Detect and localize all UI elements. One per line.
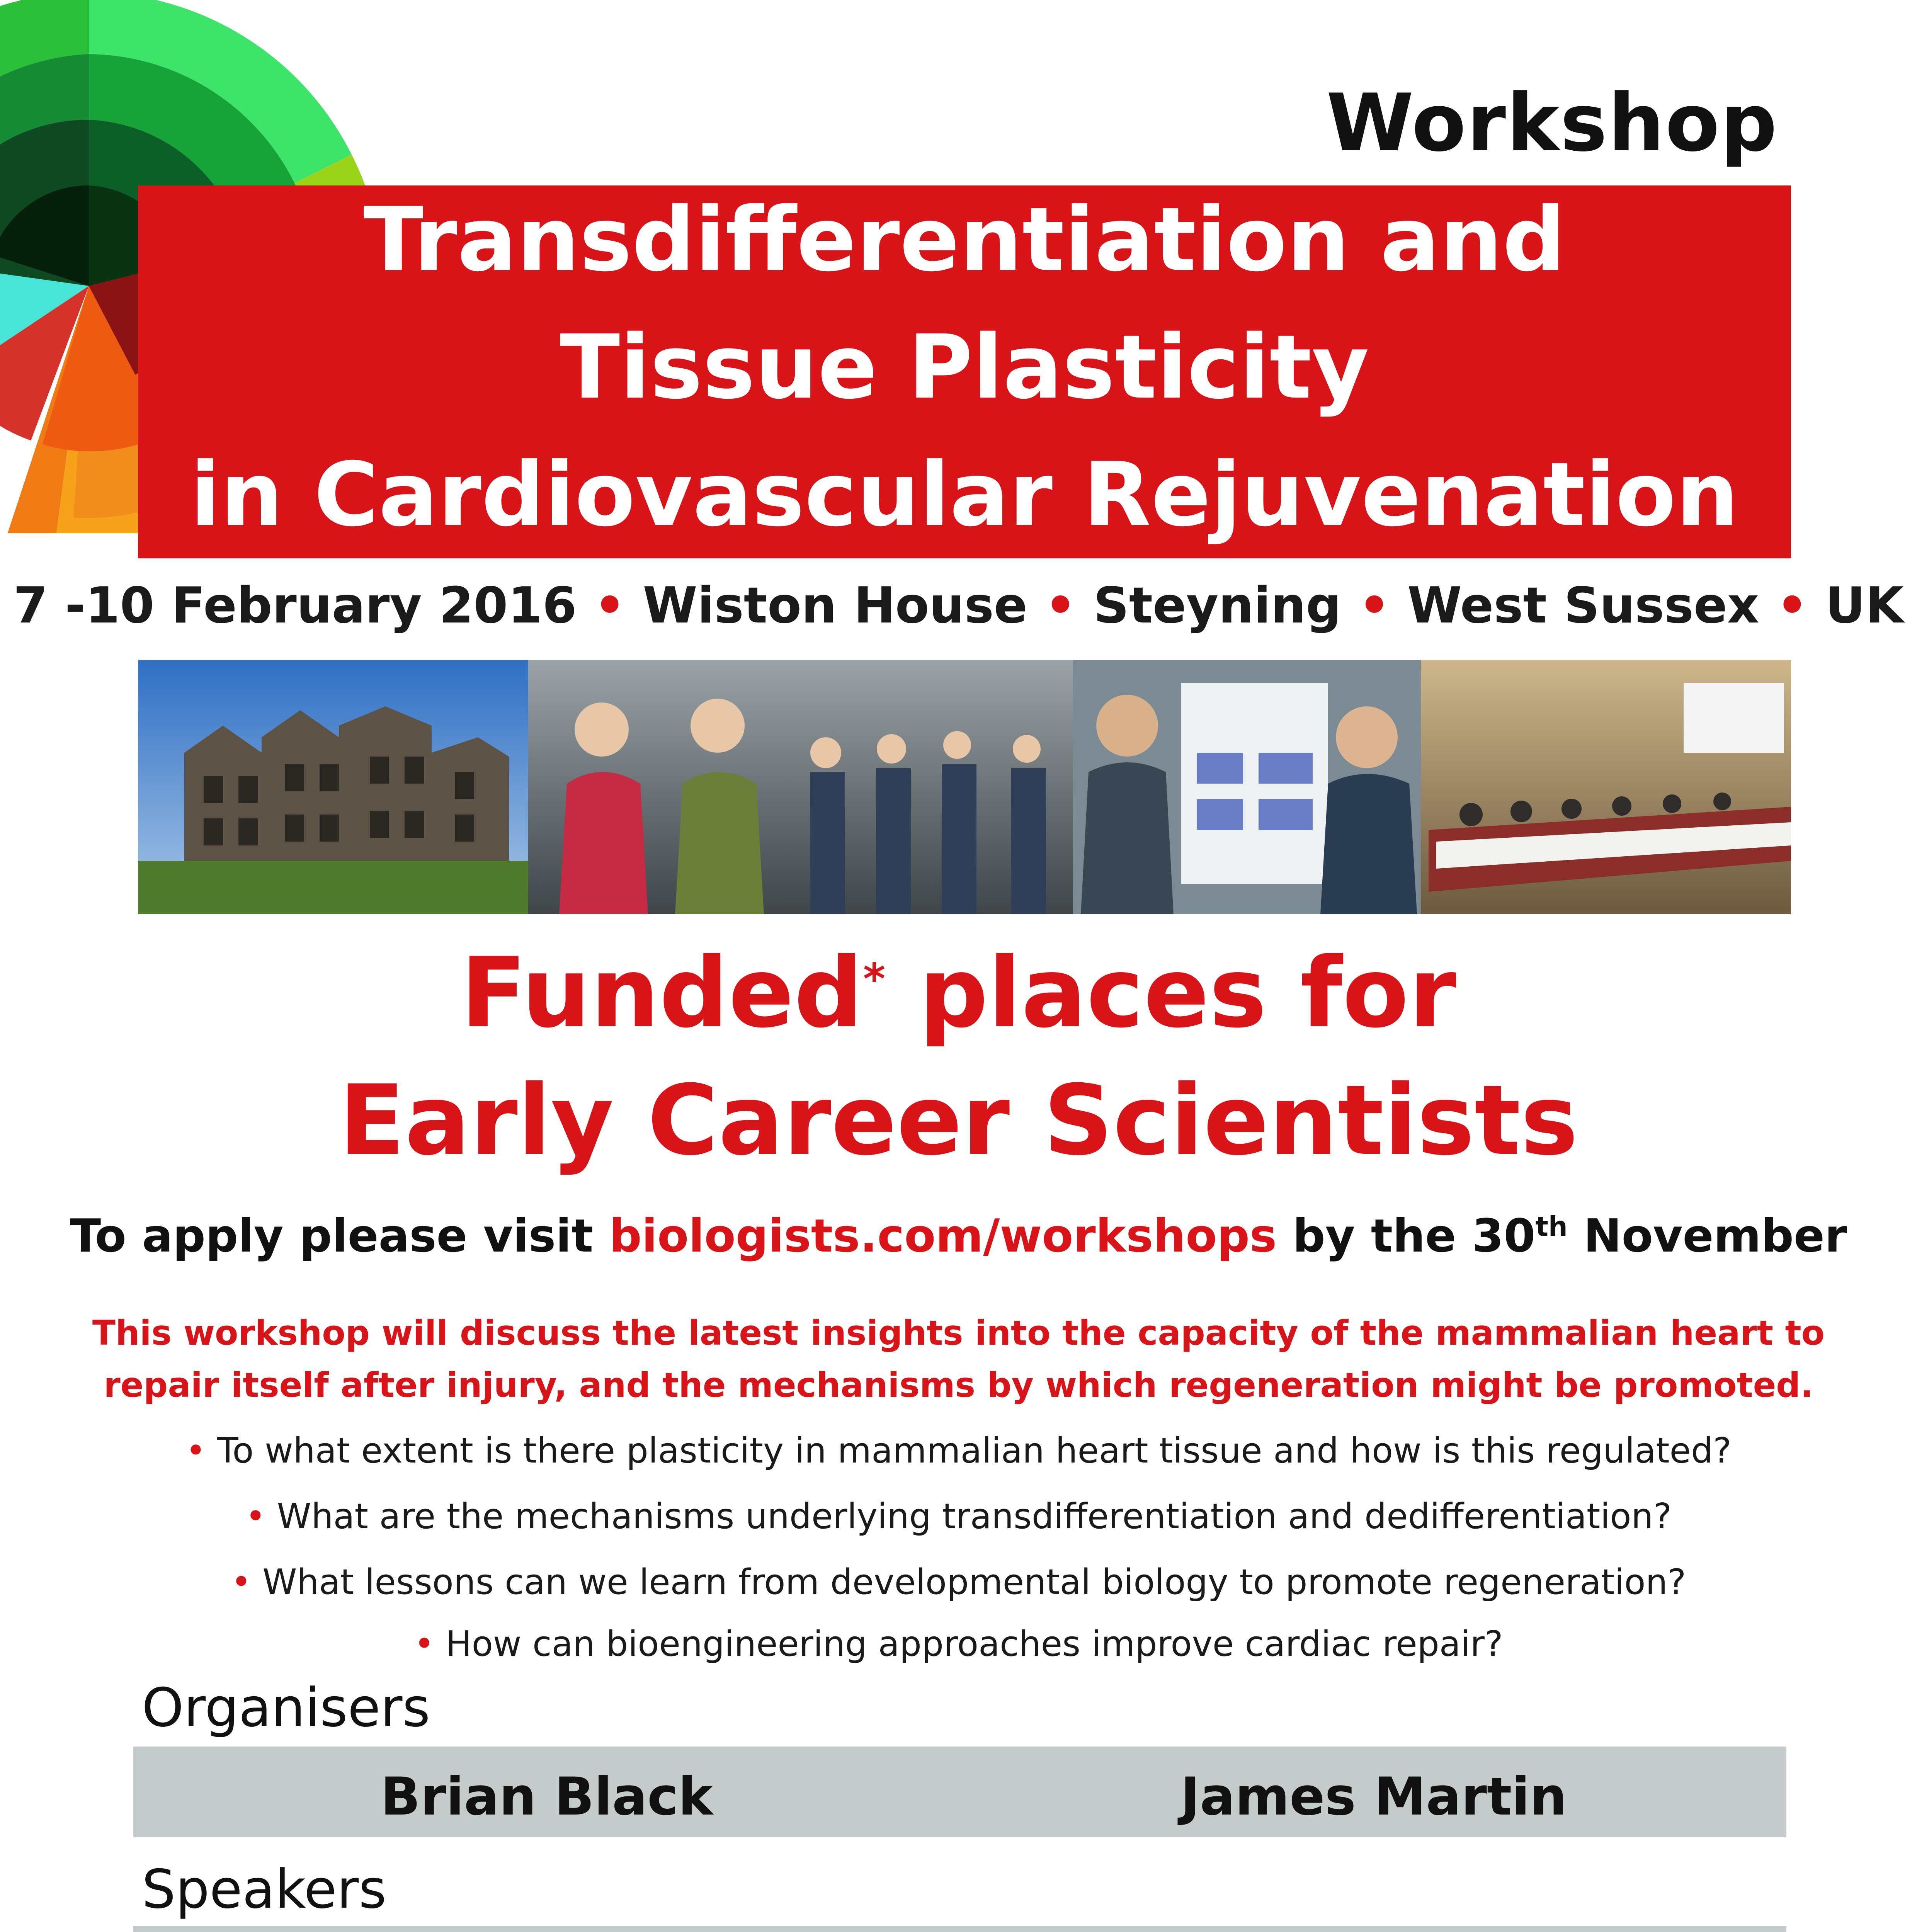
bullet-icon: • xyxy=(245,1496,266,1537)
question-text: What lessons can we learn from developmental biology to promote regeneration? xyxy=(262,1562,1686,1602)
workshop-label: Workshop xyxy=(1326,77,1778,169)
apply-prefix: To apply please visit xyxy=(70,1209,609,1262)
photo-collage xyxy=(138,660,1791,914)
intro-line-1: This workshop will discuss the latest insights into the capacity of the mammalian heart to xyxy=(92,1313,1825,1353)
bullet-icon: • xyxy=(185,1430,206,1471)
bullet-icon: • xyxy=(231,1562,252,1602)
photo-collage-image xyxy=(138,660,1791,914)
title-line-2: Tissue Plasticity xyxy=(560,316,1369,418)
apply-suffix: th xyxy=(1535,1211,1568,1243)
asterisk-mark: * xyxy=(863,954,886,1004)
title-line-3: in Cardiovascular Rejuvenation xyxy=(190,443,1739,546)
question-item xyxy=(0,1553,1917,1611)
funded-word: Funded xyxy=(460,937,863,1049)
organiser-name: James Martin xyxy=(1180,1766,1567,1827)
funded-heading-line-2: Early Career Scientists xyxy=(338,1064,1579,1177)
separator-dot: • xyxy=(1044,577,1077,634)
speakers-heading: Speakers xyxy=(142,1858,387,1920)
apply-link[interactable]: biologists.com/workshops xyxy=(609,1209,1277,1262)
apply-instructions xyxy=(0,1201,1917,1270)
organiser-name: Brian Black xyxy=(380,1766,713,1827)
separator-dot: • xyxy=(594,577,626,634)
question-text: How can bioengineering approaches improve cardiac repair? xyxy=(446,1624,1503,1664)
funded-rest: places for xyxy=(885,937,1457,1049)
event-town: Steyning xyxy=(1093,577,1342,634)
event-country: UK xyxy=(1825,577,1904,634)
event-venue: Wiston House xyxy=(643,577,1027,634)
separator-dot: • xyxy=(1358,577,1390,634)
question-item xyxy=(0,1615,1917,1673)
funded-heading-line-1 xyxy=(0,935,1917,1051)
question-text: To what extent is there plasticity in mammalian heart tissue and how is this regulated? xyxy=(217,1430,1732,1471)
question-text: What are the mechanisms underlying transdifferentiation and dedifferentiation? xyxy=(277,1496,1672,1537)
speakers-panel xyxy=(133,1926,1786,1932)
event-county: West Sussex xyxy=(1407,577,1759,634)
event-details xyxy=(0,571,1917,641)
apply-middle: by the 30 xyxy=(1277,1209,1536,1262)
intro-line-2: repair itself after injury, and the mechanisms by which regeneration might be promoted. xyxy=(104,1365,1813,1405)
organisers-heading: Organisers xyxy=(142,1677,430,1739)
bullet-icon: • xyxy=(414,1624,435,1664)
question-item xyxy=(0,1488,1917,1546)
apply-end: November xyxy=(1567,1209,1847,1262)
title-line-1: Transdifferentiation and xyxy=(363,188,1566,291)
question-item xyxy=(0,1422,1917,1480)
event-dates: 7 -10 February 2016 xyxy=(13,577,577,634)
separator-dot: • xyxy=(1776,577,1808,634)
